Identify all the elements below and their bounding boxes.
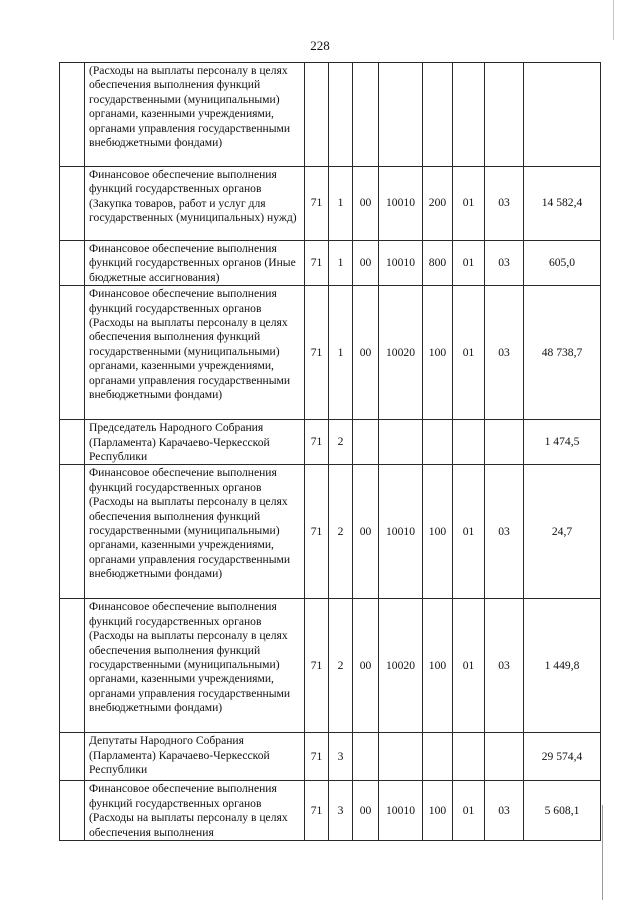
ministry-code-cell: 71 <box>305 599 329 733</box>
section-number-cell: 01 <box>453 286 485 420</box>
amount-cell: 24,7 <box>524 465 601 599</box>
section-number-cell <box>453 733 485 781</box>
item-name-cell: (Расходы на выплаты персоналу в целях обеспечения выполнения функций государственными (муниципальными) органами, казенными учреждениями, органами управления государственными внебюджетными фондами) <box>85 63 305 167</box>
program-code-cell: 10010 <box>379 167 423 241</box>
table-row <box>60 167 601 241</box>
section-code-cell: 3 <box>329 781 353 841</box>
table-row <box>60 465 601 599</box>
section-number-cell: 01 <box>453 241 485 286</box>
item-name-cell: Финансовое обеспечение выполнения функций государственных органов (Расходы на выплаты персоналу в целях обеспечения выполнения <box>85 781 305 841</box>
section-code-cell: 1 <box>329 167 353 241</box>
amount-cell: 1 449,8 <box>524 599 601 733</box>
subsection-code-cell: 00 <box>353 241 379 286</box>
row-index-cell <box>60 781 85 841</box>
ministry-code-cell <box>305 63 329 167</box>
subsection-code-cell <box>353 733 379 781</box>
ministry-code-cell: 71 <box>305 733 329 781</box>
amount-cell: 14 582,4 <box>524 167 601 241</box>
section-code-cell: 2 <box>329 420 353 465</box>
subsection-number-cell: 03 <box>485 599 524 733</box>
subsection-number-cell: 03 <box>485 241 524 286</box>
expense-type-code-cell <box>423 63 453 167</box>
subsection-code-cell <box>353 420 379 465</box>
program-code-cell <box>379 733 423 781</box>
subsection-number-cell <box>485 63 524 167</box>
table-row <box>60 241 601 286</box>
subsection-number-cell: 03 <box>485 167 524 241</box>
item-name-cell: Финансовое обеспечение выполнения функций государственных органов (Закупка товаров, работ и услуг для государственных (муниципальных) нужд) <box>85 167 305 241</box>
table-row <box>60 420 601 465</box>
expense-type-code-cell <box>423 420 453 465</box>
table-body <box>60 63 601 841</box>
row-index-cell <box>60 420 85 465</box>
ministry-code-cell: 71 <box>305 286 329 420</box>
section-number-cell <box>453 420 485 465</box>
subsection-code-cell: 00 <box>353 286 379 420</box>
section-number-cell: 01 <box>453 781 485 841</box>
scan-edge-line <box>602 805 603 900</box>
subsection-code-cell: 00 <box>353 167 379 241</box>
item-name-cell: Финансовое обеспечение выполнения функций государственных органов (Расходы на выплаты персоналу в целях обеспечения выполнения функций государственными (муниципальными) органами, казенными учреждениями, органами управления государственными внебюджетными фондами) <box>85 465 305 599</box>
page-number: 228 <box>310 38 330 53</box>
ministry-code-cell: 71 <box>305 781 329 841</box>
program-code-cell: 10010 <box>379 465 423 599</box>
section-number-cell: 01 <box>453 167 485 241</box>
amount-cell: 1 474,5 <box>524 420 601 465</box>
section-number-cell: 01 <box>453 465 485 599</box>
item-name-cell: Финансовое обеспечение выполнения функций государственных органов (Расходы на выплаты персоналу в целях обеспечения выполнения функций государственными (муниципальными) органами, казенными учреждениями, органами управления государственными внебюджетными фондами) <box>85 286 305 420</box>
expense-type-code-cell: 100 <box>423 286 453 420</box>
program-code-cell <box>379 63 423 167</box>
expense-type-code-cell: 100 <box>423 781 453 841</box>
program-code-cell: 10020 <box>379 286 423 420</box>
item-name-cell: Председатель Народного Собрания (Парламента) Карачаево-Черкесской Республики <box>85 420 305 465</box>
amount-cell: 5 608,1 <box>524 781 601 841</box>
subsection-code-cell <box>353 63 379 167</box>
amount-cell: 605,0 <box>524 241 601 286</box>
table-row <box>60 599 601 733</box>
item-name-cell: Финансовое обеспечение выполнения функций государственных органов (Расходы на выплаты персоналу в целях обеспечения выполнения функций государственными (муниципальными) органами, казенными учреждениями, органами управления государственными внебюджетными фондами) <box>85 599 305 733</box>
table-row <box>60 781 601 841</box>
section-code-cell: 1 <box>329 241 353 286</box>
expense-type-code-cell: 100 <box>423 465 453 599</box>
item-name-cell: Депутаты Народного Собрания (Парламента) Карачаево-Черкесской Республики <box>85 733 305 781</box>
program-code-cell: 10020 <box>379 599 423 733</box>
table-row <box>60 63 601 167</box>
table-row <box>60 733 601 781</box>
subsection-number-cell: 03 <box>485 465 524 599</box>
expense-type-code-cell: 200 <box>423 167 453 241</box>
section-code-cell: 3 <box>329 733 353 781</box>
table-row <box>60 286 601 420</box>
subsection-code-cell: 00 <box>353 599 379 733</box>
section-number-cell <box>453 63 485 167</box>
amount-cell: 29 574,4 <box>524 733 601 781</box>
row-index-cell <box>60 241 85 286</box>
subsection-number-cell <box>485 420 524 465</box>
subsection-code-cell: 00 <box>353 465 379 599</box>
row-index-cell <box>60 599 85 733</box>
row-index-cell <box>60 63 85 167</box>
ministry-code-cell: 71 <box>305 465 329 599</box>
row-index-cell <box>60 733 85 781</box>
item-name-cell: Финансовое обеспечение выполнения функций государственных органов (Иные бюджетные ассигнования) <box>85 241 305 286</box>
subsection-number-cell: 03 <box>485 781 524 841</box>
row-index-cell <box>60 167 85 241</box>
section-code-cell: 2 <box>329 599 353 733</box>
program-code-cell <box>379 420 423 465</box>
scan-edge-line-top <box>613 0 614 40</box>
ministry-code-cell: 71 <box>305 420 329 465</box>
program-code-cell: 10010 <box>379 781 423 841</box>
program-code-cell: 10010 <box>379 241 423 286</box>
expense-type-code-cell: 100 <box>423 599 453 733</box>
amount-cell: 48 738,7 <box>524 286 601 420</box>
section-code-cell <box>329 63 353 167</box>
expense-type-code-cell: 800 <box>423 241 453 286</box>
ministry-code-cell: 71 <box>305 167 329 241</box>
budget-table <box>59 62 601 841</box>
amount-cell <box>524 63 601 167</box>
section-code-cell: 1 <box>329 286 353 420</box>
subsection-number-cell <box>485 733 524 781</box>
expense-type-code-cell <box>423 733 453 781</box>
subsection-code-cell: 00 <box>353 781 379 841</box>
section-code-cell: 2 <box>329 465 353 599</box>
ministry-code-cell: 71 <box>305 241 329 286</box>
subsection-number-cell: 03 <box>485 286 524 420</box>
row-index-cell <box>60 465 85 599</box>
section-number-cell: 01 <box>453 599 485 733</box>
row-index-cell <box>60 286 85 420</box>
